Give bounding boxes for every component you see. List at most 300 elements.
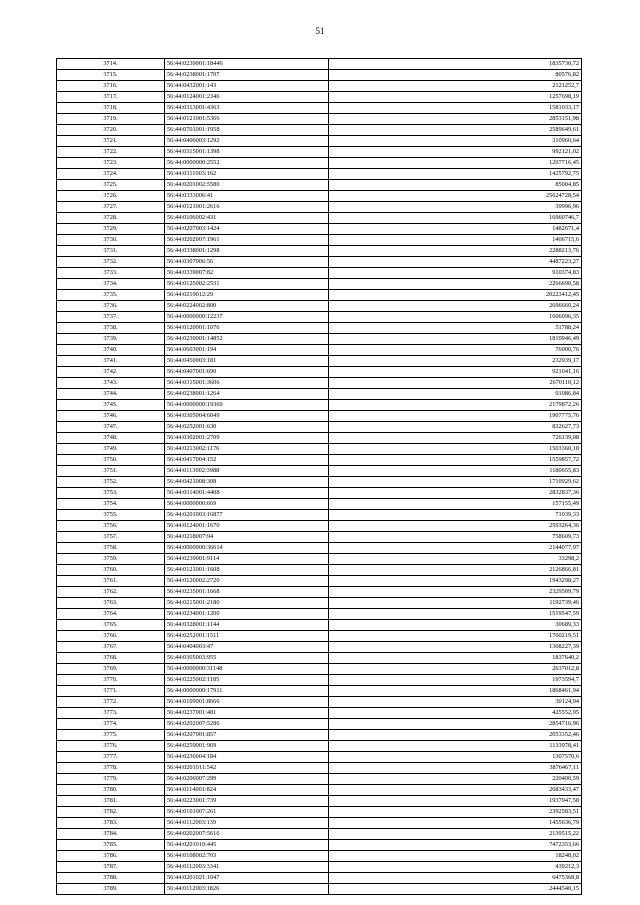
table-row	[57, 92, 582, 103]
table-row	[57, 609, 582, 620]
table-row	[57, 334, 582, 345]
value-cell: 2139515,22	[329, 829, 582, 840]
cadastral-number-cell: 56:44:0000000:2552	[165, 158, 329, 169]
value-cell: 2266690,58	[329, 279, 582, 290]
value-cell: 2853151,98	[329, 114, 582, 125]
value-cell: 1455636,79	[329, 818, 582, 829]
value-cell: 30124,94	[329, 697, 582, 708]
table-row	[57, 873, 582, 884]
value-cell: 310960,64	[329, 136, 582, 147]
table-row	[57, 125, 582, 136]
cadastral-number-cell: 56:44:0101007:261	[165, 807, 329, 818]
table-row	[57, 510, 582, 521]
value-cell: 1835730,72	[329, 59, 582, 70]
cadastral-number-cell: 56:44:0201003:16877	[165, 510, 329, 521]
table-row	[57, 543, 582, 554]
cadastral-number-cell: 56:44:0219012:29	[165, 290, 329, 301]
value-cell: 425552,95	[329, 708, 582, 719]
row-number-cell: 3743.	[57, 378, 165, 389]
table-row	[57, 455, 582, 466]
table-row	[57, 763, 582, 774]
table-row	[57, 70, 582, 81]
value-cell: 2670110,12	[329, 378, 582, 389]
value-cell: 2126866,81	[329, 565, 582, 576]
table-row	[57, 257, 582, 268]
row-number-cell: 3759.	[57, 554, 165, 565]
row-number-cell: 3751.	[57, 466, 165, 477]
value-cell: 2637012,8	[329, 664, 582, 675]
cadastral-number-cell: 56:44:0315001:3606	[165, 378, 329, 389]
value-cell: 1257698,19	[329, 92, 582, 103]
row-number-cell: 3772.	[57, 697, 165, 708]
table-row	[57, 81, 582, 92]
row-number-cell: 3786.	[57, 851, 165, 862]
table-row	[57, 400, 582, 411]
value-cell: 1519547,59	[329, 609, 582, 620]
value-cell: 1406715,6	[329, 235, 582, 246]
value-cell: 39996,96	[329, 202, 582, 213]
table-row	[57, 246, 582, 257]
table-row	[57, 675, 582, 686]
table-row	[57, 147, 582, 158]
value-cell: 71039,33	[329, 510, 582, 521]
row-number-cell: 3757.	[57, 532, 165, 543]
cadastral-number-cell: 56:44:0311003:162	[165, 169, 329, 180]
cadastral-number-cell: 56:44:0238001:1707	[165, 70, 329, 81]
table-row	[57, 114, 582, 125]
table-row	[57, 312, 582, 323]
value-cell: 1192739,46	[329, 598, 582, 609]
value-cell: 2696660,24	[329, 301, 582, 312]
value-cell: 3876467,11	[329, 763, 582, 774]
table-row	[57, 785, 582, 796]
value-cell: 832627,73	[329, 422, 582, 433]
cadastral-number-cell: 56:44:0339007:82	[165, 268, 329, 279]
row-number-cell: 3768.	[57, 653, 165, 664]
cadastral-number-cell: 56:44:0432001:143	[165, 81, 329, 92]
row-number-cell: 3783.	[57, 818, 165, 829]
row-number-cell: 3787.	[57, 862, 165, 873]
value-cell: 910374,83	[329, 268, 582, 279]
row-number-cell: 3715.	[57, 70, 165, 81]
table-row	[57, 356, 582, 367]
table-row	[57, 213, 582, 224]
row-number-cell: 3728.	[57, 213, 165, 224]
value-cell: 1943298,27	[329, 576, 582, 587]
value-cell: 33298,2	[329, 554, 582, 565]
row-number-cell: 3781.	[57, 796, 165, 807]
row-number-cell: 3744.	[57, 389, 165, 400]
row-number-cell: 3742.	[57, 367, 165, 378]
cadastral-number-cell: 56:44:0252001:630	[165, 422, 329, 433]
cadastral-number-cell: 56:44:0338001:1298	[165, 246, 329, 257]
value-cell: 18248,02	[329, 851, 582, 862]
table-row	[57, 587, 582, 598]
value-cell: 30689,33	[329, 620, 582, 631]
value-cell: 2444540,15	[329, 884, 582, 895]
row-number-cell: 3740.	[57, 345, 165, 356]
row-number-cell: 3730.	[57, 235, 165, 246]
row-number-cell: 3738.	[57, 323, 165, 334]
cadastral-number-cell: 56:44:0124001:1670	[165, 521, 329, 532]
table-row	[57, 345, 582, 356]
row-number-cell: 3760.	[57, 565, 165, 576]
row-number-cell: 3782.	[57, 807, 165, 818]
row-number-cell: 3748.	[57, 433, 165, 444]
row-number-cell: 3727.	[57, 202, 165, 213]
table-row	[57, 532, 582, 543]
table-row	[57, 301, 582, 312]
cadastral-number-cell: 56:44:0404003:47	[165, 642, 329, 653]
row-number-cell: 3745.	[57, 400, 165, 411]
cadastral-number-cell: 56:44:0112003:139	[165, 818, 329, 829]
cadastral-number-cell: 56:44:0407001:690	[165, 367, 329, 378]
cadastral-number-cell: 56:44:0121001:5366	[165, 114, 329, 125]
table-row	[57, 235, 582, 246]
table-row	[57, 796, 582, 807]
row-number-cell: 3718.	[57, 103, 165, 114]
cadastral-value-table	[56, 58, 582, 895]
cadastral-number-cell: 56:44:0000000:12237	[165, 312, 329, 323]
cadastral-number-cell: 56:44:0239001:9114	[165, 554, 329, 565]
value-cell: 1760219,51	[329, 631, 582, 642]
cadastral-number-cell: 56:44:0225002:1185	[165, 675, 329, 686]
row-number-cell: 3758.	[57, 543, 165, 554]
cadastral-number-cell: 56:44:0239001:18446	[165, 59, 329, 70]
table-row	[57, 202, 582, 213]
cadastral-number-cell: 56:44:0126002:2720	[165, 576, 329, 587]
row-number-cell: 3750.	[57, 455, 165, 466]
cadastral-number-cell: 56:44:0305004:6049	[165, 411, 329, 422]
row-number-cell: 3717.	[57, 92, 165, 103]
value-cell: 1207716,45	[329, 158, 582, 169]
table-row	[57, 719, 582, 730]
value-cell: 2854716,96	[329, 719, 582, 730]
cadastral-number-cell: 56:44:0125002:2531	[165, 279, 329, 290]
cadastral-number-cell: 56:44:0201002:5580	[165, 180, 329, 191]
row-number-cell: 3756.	[57, 521, 165, 532]
table-row	[57, 268, 582, 279]
cadastral-number-cell: 56:44:0603001:194	[165, 345, 329, 356]
row-number-cell: 3732.	[57, 257, 165, 268]
table-row	[57, 290, 582, 301]
cadastral-number-cell: 56:44:0252001:1511	[165, 631, 329, 642]
row-number-cell: 3774.	[57, 719, 165, 730]
row-number-cell: 3729.	[57, 224, 165, 235]
row-number-cell: 3753.	[57, 488, 165, 499]
value-cell: 1710929,62	[329, 477, 582, 488]
table-row	[57, 829, 582, 840]
cadastral-number-cell: 56:44:0234001:1200	[165, 609, 329, 620]
table-row	[57, 697, 582, 708]
row-number-cell: 3775.	[57, 730, 165, 741]
value-cell: 1606096,35	[329, 312, 582, 323]
table-row	[57, 422, 582, 433]
cadastral-number-cell: 56:44:0106002:431	[165, 213, 329, 224]
cadastral-number-cell: 56:44:0314001:4408	[165, 488, 329, 499]
value-cell: 76000,76	[329, 345, 582, 356]
row-number-cell: 3773.	[57, 708, 165, 719]
row-number-cell: 3739.	[57, 334, 165, 345]
row-number-cell: 3779.	[57, 774, 165, 785]
table-row	[57, 818, 582, 829]
value-cell: 6475368,8	[329, 873, 582, 884]
cadastral-number-cell: 56:44:0239001:14852	[165, 334, 329, 345]
table-row	[57, 279, 582, 290]
value-cell: 1810946,49	[329, 334, 582, 345]
value-cell: 2053352,46	[329, 730, 582, 741]
row-number-cell: 3764.	[57, 609, 165, 620]
table-row	[57, 477, 582, 488]
row-number-cell: 3776.	[57, 741, 165, 752]
cadastral-number-cell: 56:44:0701001:1958	[165, 125, 329, 136]
cadastral-number-cell: 56:44:0218007:94	[165, 532, 329, 543]
value-cell: 20223412,45	[329, 290, 582, 301]
cadastral-number-cell: 56:44:0328001:1144	[165, 620, 329, 631]
table-row	[57, 686, 582, 697]
cadastral-number-cell: 56:44:0207001:857	[165, 730, 329, 741]
table-row	[57, 224, 582, 235]
value-cell: 2593264,36	[329, 521, 582, 532]
value-cell: 232939,17	[329, 356, 582, 367]
table-row	[57, 752, 582, 763]
table-row	[57, 466, 582, 477]
row-number-cell: 3755.	[57, 510, 165, 521]
table-row	[57, 664, 582, 675]
row-number-cell: 3731.	[57, 246, 165, 257]
row-number-cell: 3766.	[57, 631, 165, 642]
cadastral-number-cell: 56:44:0000000:36614	[165, 543, 329, 554]
value-cell: 80576,82	[329, 70, 582, 81]
cadastral-number-cell: 56:44:0000000:31148	[165, 664, 329, 675]
row-number-cell: 3754.	[57, 499, 165, 510]
cadastral-number-cell: 56:44:0406003:1292	[165, 136, 329, 147]
row-number-cell: 3785.	[57, 840, 165, 851]
row-number-cell: 3780.	[57, 785, 165, 796]
cadastral-number-cell: 56:44:0315001:1398	[165, 147, 329, 158]
cadastral-number-cell: 56:44:0108002:703	[165, 851, 329, 862]
table-row	[57, 620, 582, 631]
value-cell: 2144077,97	[329, 543, 582, 554]
cadastral-number-cell: 56:44:0223001:739	[165, 796, 329, 807]
cadastral-number-cell: 56:44:0302001:2709	[165, 433, 329, 444]
row-number-cell: 3734.	[57, 279, 165, 290]
row-number-cell: 3737.	[57, 312, 165, 323]
row-number-cell: 3736.	[57, 301, 165, 312]
table-row	[57, 389, 582, 400]
cadastral-number-cell: 56:44:0114001:824	[165, 785, 329, 796]
row-number-cell: 3765.	[57, 620, 165, 631]
row-number-cell: 3769.	[57, 664, 165, 675]
row-number-cell: 3720.	[57, 125, 165, 136]
row-number-cell: 3761.	[57, 576, 165, 587]
value-cell: 1581033,17	[329, 103, 582, 114]
cadastral-number-cell: 56:44:0305003:955	[165, 653, 329, 664]
row-number-cell: 3733.	[57, 268, 165, 279]
value-cell: 726139,08	[329, 433, 582, 444]
cadastral-number-cell: 56:44:0450003:181	[165, 356, 329, 367]
row-number-cell: 3770.	[57, 675, 165, 686]
table-row	[57, 191, 582, 202]
cadastral-number-cell: 56:44:0109001:8666	[165, 697, 329, 708]
value-cell: 1133978,41	[329, 741, 582, 752]
table-row	[57, 323, 582, 334]
value-cell: 91086,84	[329, 389, 582, 400]
table-row	[57, 807, 582, 818]
table-row	[57, 158, 582, 169]
cadastral-number-cell: 56:44:0213002:1176	[165, 444, 329, 455]
table-row	[57, 136, 582, 147]
cadastral-number-cell: 56:44:0235001:1668	[165, 587, 329, 598]
table-row	[57, 378, 582, 389]
row-number-cell: 3778.	[57, 763, 165, 774]
table-row	[57, 851, 582, 862]
row-number-cell: 3777.	[57, 752, 165, 763]
value-cell: 25624728,54	[329, 191, 582, 202]
table-row	[57, 631, 582, 642]
row-number-cell: 3762.	[57, 587, 165, 598]
row-number-cell: 3735.	[57, 290, 165, 301]
table-row	[57, 521, 582, 532]
table-row	[57, 565, 582, 576]
value-cell: 1937947,58	[329, 796, 582, 807]
value-cell: 1868461,94	[329, 686, 582, 697]
cadastral-number-cell: 56:44:0238001:1264	[165, 389, 329, 400]
row-number-cell: 3789.	[57, 884, 165, 895]
row-number-cell: 3726.	[57, 191, 165, 202]
value-cell: 16960746,7	[329, 213, 582, 224]
cadastral-number-cell: 56:44:0202007:1961	[165, 235, 329, 246]
table-row	[57, 862, 582, 873]
cadastral-number-cell: 56:44:0224002:800	[165, 301, 329, 312]
row-number-cell: 3788.	[57, 873, 165, 884]
table-row	[57, 741, 582, 752]
cadastral-number-cell: 56:44:0112003:1826	[165, 884, 329, 895]
table-row	[57, 730, 582, 741]
cadastral-number-cell: 56:44:0113002:3988	[165, 466, 329, 477]
cadastral-number-cell: 56:44:0124001:2346	[165, 92, 329, 103]
table-row	[57, 411, 582, 422]
table-row	[57, 774, 582, 785]
cadastral-number-cell: 56:44:0121001:2616	[165, 202, 329, 213]
cadastral-number-cell: 56:44:0237001:481	[165, 708, 329, 719]
row-number-cell: 3722.	[57, 147, 165, 158]
cadastral-number-cell: 56:44:0121001:1608	[165, 565, 329, 576]
cadastral-number-cell: 56:44:0202007:5286	[165, 719, 329, 730]
value-cell: 51788,24	[329, 323, 582, 334]
value-cell: 1837640,2	[329, 653, 582, 664]
value-cell: 2832837,36	[329, 488, 582, 499]
value-cell: 1907775,76	[329, 411, 582, 422]
cadastral-number-cell: 56:44:0201010:445	[165, 840, 329, 851]
table-row	[57, 554, 582, 565]
table-row	[57, 367, 582, 378]
table-row	[57, 103, 582, 114]
cadastral-number-cell: 56:44:0202007:5616	[165, 829, 329, 840]
value-cell: 2329509,79	[329, 587, 582, 598]
value-cell: 7472353,66	[329, 840, 582, 851]
table-row	[57, 708, 582, 719]
cadastral-number-cell: 56:44:0307006:56	[165, 257, 329, 268]
cadastral-number-cell: 56:44:0112003:3341	[165, 862, 329, 873]
value-cell: 992121,02	[329, 147, 582, 158]
page-number: 51	[315, 26, 325, 36]
value-cell: 1307570,6	[329, 752, 582, 763]
cadastral-number-cell: 56:44:0313001:4363	[165, 103, 329, 114]
value-cell: 1308227,39	[329, 642, 582, 653]
row-number-cell: 3719.	[57, 114, 165, 125]
table-row	[57, 59, 582, 70]
value-cell: 2121252,7	[329, 81, 582, 92]
value-cell: 2392583,51	[329, 807, 582, 818]
row-number-cell: 3714.	[57, 59, 165, 70]
row-number-cell: 3784.	[57, 829, 165, 840]
table-row	[57, 598, 582, 609]
row-number-cell: 3749.	[57, 444, 165, 455]
cadastral-number-cell: 56:44:0215001:2180	[165, 598, 329, 609]
value-cell: 2589649,61	[329, 125, 582, 136]
value-cell: 1482671,4	[329, 224, 582, 235]
cadastral-number-cell: 56:44:0421008:308	[165, 477, 329, 488]
row-number-cell: 3716.	[57, 81, 165, 92]
table-body	[57, 59, 582, 895]
table-row	[57, 642, 582, 653]
row-number-cell: 3741.	[57, 356, 165, 367]
value-cell: 4487223,27	[329, 257, 582, 268]
value-cell: 1559857,72	[329, 455, 582, 466]
cadastral-number-cell: 56:44:0000000:17911	[165, 686, 329, 697]
value-cell: 2683433,47	[329, 785, 582, 796]
value-cell: 2179872,26	[329, 400, 582, 411]
value-cell: 758609,73	[329, 532, 582, 543]
row-number-cell: 3746.	[57, 411, 165, 422]
table-row	[57, 169, 582, 180]
table-row	[57, 576, 582, 587]
cadastral-number-cell: 56:44:0000000:669	[165, 499, 329, 510]
cadastral-number-cell: 56:44:0207003:1424	[165, 224, 329, 235]
value-cell: 1503360,18	[329, 444, 582, 455]
table-row	[57, 884, 582, 895]
value-cell: 1425792,75	[329, 169, 582, 180]
table-row	[57, 433, 582, 444]
value-cell: 921041,16	[329, 367, 582, 378]
value-cell: 1180655,83	[329, 466, 582, 477]
value-cell: 157155,49	[329, 499, 582, 510]
table-row	[57, 840, 582, 851]
cadastral-number-cell: 56:44:0120001:1076	[165, 323, 329, 334]
row-number-cell: 3763.	[57, 598, 165, 609]
cadastral-number-cell: 56:44:0000000:19360	[165, 400, 329, 411]
table-row	[57, 488, 582, 499]
cadastral-number-cell: 56:44:0201021:1047	[165, 873, 329, 884]
value-cell: 2288213,76	[329, 246, 582, 257]
cadastral-number-cell: 56:44:0206007:299	[165, 774, 329, 785]
cadastral-number-cell: 56:44:0417004:152	[165, 455, 329, 466]
table-row	[57, 653, 582, 664]
row-number-cell: 3721.	[57, 136, 165, 147]
table-row	[57, 180, 582, 191]
value-cell: 1973594,7	[329, 675, 582, 686]
row-number-cell: 3724.	[57, 169, 165, 180]
cadastral-number-cell: 56:44:0333006:41	[165, 191, 329, 202]
cadastral-number-cell: 56:44:0236004:184	[165, 752, 329, 763]
value-cell: 220400,59	[329, 774, 582, 785]
table-row	[57, 444, 582, 455]
value-cell: 439212,3	[329, 862, 582, 873]
row-number-cell: 3725.	[57, 180, 165, 191]
cadastral-number-cell: 56:44:0201011:542	[165, 763, 329, 774]
row-number-cell: 3752.	[57, 477, 165, 488]
